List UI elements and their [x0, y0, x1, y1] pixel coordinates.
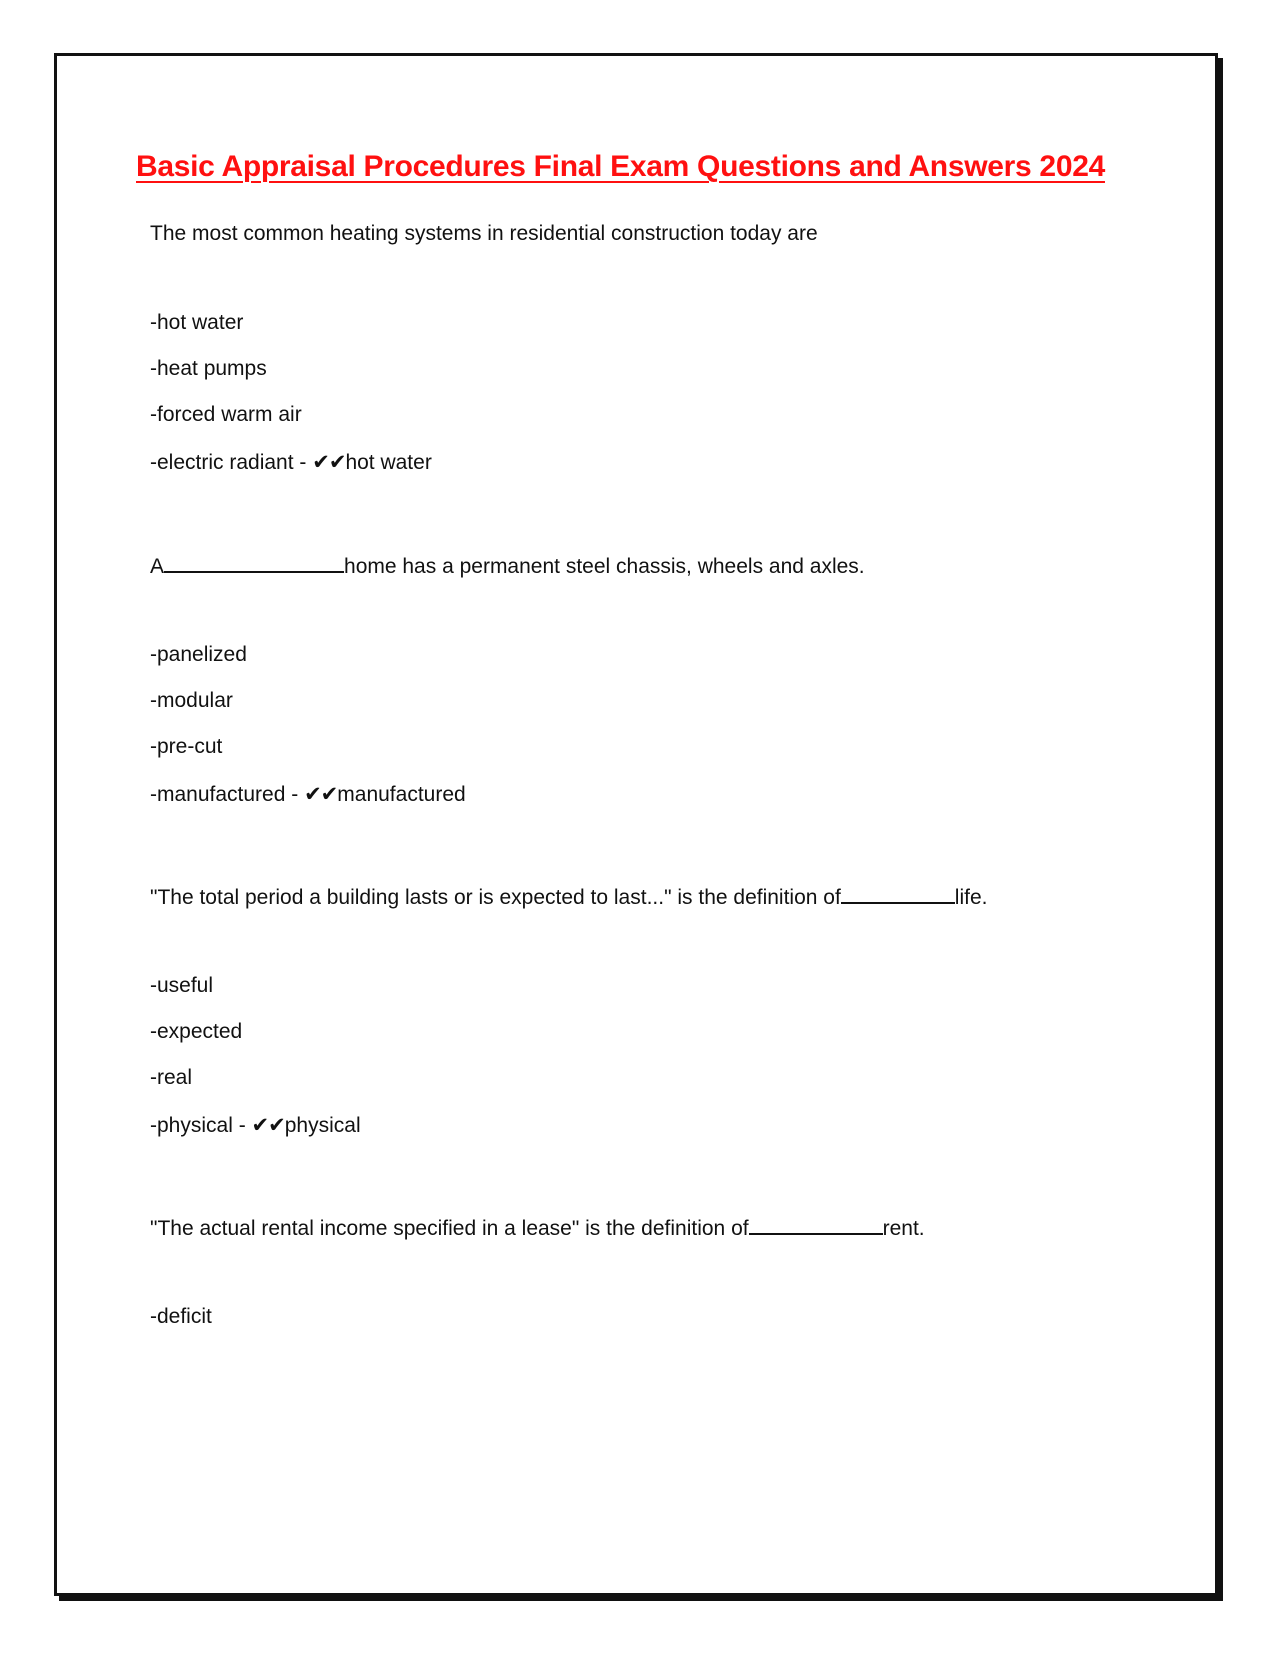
prompt-before: A: [150, 555, 165, 578]
prompt-before: "The actual rental income specified in a lease" is the definition of: [150, 1217, 749, 1240]
option-item: -forced warm air: [150, 403, 302, 426]
option-answer-row: [150, 1114, 361, 1138]
option-item: -hot water: [150, 311, 244, 334]
option-item: -real: [150, 1066, 193, 1089]
answer-blank: [749, 1215, 883, 1235]
question-prompt: [150, 1215, 925, 1241]
option-item: -physical -: [150, 1114, 246, 1137]
option-item: -deficit: [150, 1305, 212, 1328]
option-item: -electric radiant -: [150, 451, 307, 474]
correct-answer: physical: [284, 1114, 361, 1137]
option-answer-row: [150, 451, 432, 475]
question-prompt: [150, 884, 987, 910]
page-frame: [54, 53, 1218, 1596]
question-prompt: [150, 553, 865, 579]
option-item: -useful: [150, 974, 214, 997]
option-item: -heat pumps: [150, 357, 267, 380]
answer-blank: [841, 884, 955, 904]
option-item: -expected: [150, 1020, 243, 1043]
option-item: -manufactured -: [150, 783, 299, 806]
prompt-before: "The total period a building lasts or is expected to last..." is the definition of: [150, 886, 841, 909]
prompt-after: home has a permanent steel chassis, wheels and axles.: [344, 555, 865, 578]
check-mark-icon: ✔✔: [312, 451, 346, 474]
correct-answer: hot water: [345, 451, 432, 474]
option-item: -pre-cut: [150, 735, 223, 758]
document-title: Basic Appraisal Procedures Final Exam Questions and Answers 2024: [136, 150, 1105, 183]
check-mark-icon: ✔✔: [251, 1114, 285, 1137]
check-mark-icon: ✔✔: [304, 783, 338, 806]
option-item: -panelized: [150, 643, 247, 666]
prompt-after: rent.: [882, 1217, 925, 1240]
option-answer-row: [150, 783, 466, 807]
option-item: -modular: [150, 689, 233, 712]
question-prompt: The most common heating systems in residential construction today are: [150, 222, 818, 245]
correct-answer: manufactured: [337, 783, 466, 806]
answer-blank: [164, 553, 344, 573]
prompt-after: life.: [954, 886, 988, 909]
